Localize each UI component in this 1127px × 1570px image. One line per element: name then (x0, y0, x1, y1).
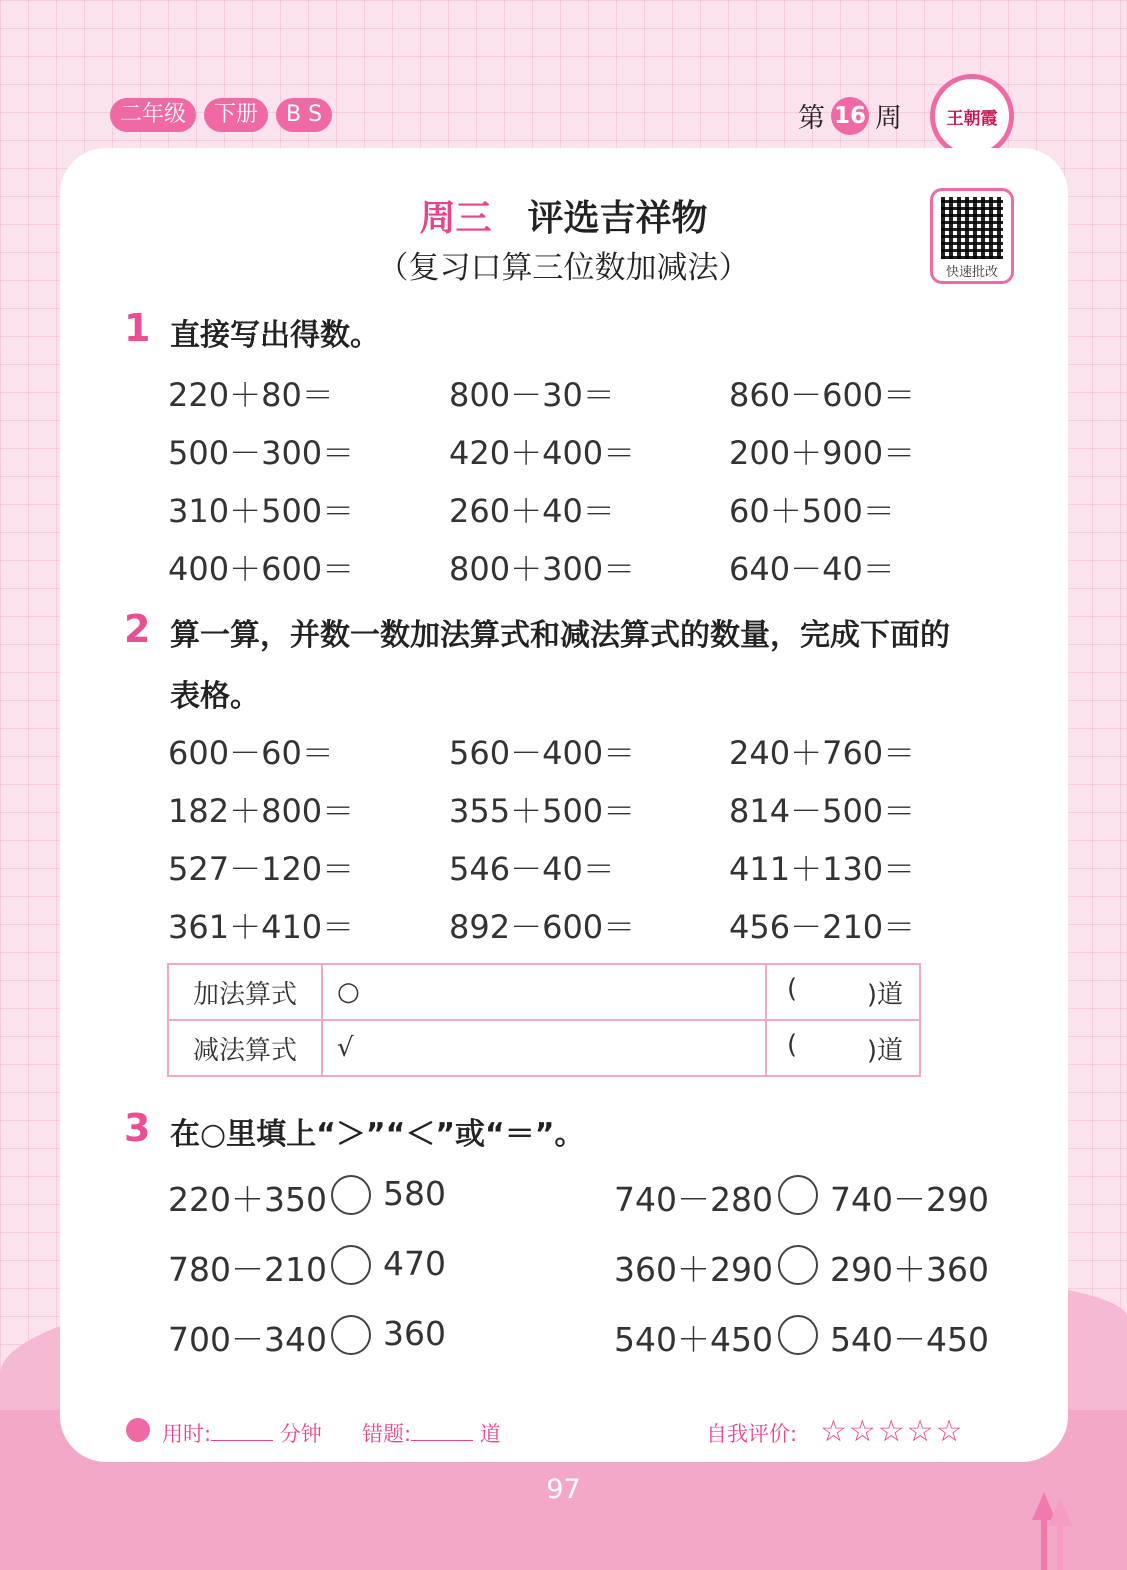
expression: 640－40＝ (729, 550, 895, 588)
row-label: 减法算式 (168, 1020, 322, 1076)
expression: 814－500＝ (729, 792, 916, 830)
expression: 600－60＝ (168, 734, 334, 772)
compare-right: 580 (383, 1174, 446, 1213)
question-text: 算一算，并数一数加法算式和减法算式的数量，完成下面的 (170, 618, 950, 653)
expression: 527－120＝ (168, 850, 355, 888)
answer-circle[interactable] (331, 1175, 371, 1215)
answer-circle[interactable] (331, 1315, 371, 1355)
expression: 800－30＝ (449, 376, 615, 414)
expression: 200＋900＝ (729, 434, 916, 472)
stopwatch-icon (126, 1418, 150, 1442)
compare-left: 540＋450 (614, 1320, 773, 1359)
table-row (168, 1020, 920, 1076)
tally-table (167, 963, 921, 1077)
time-blank[interactable] (211, 1440, 273, 1441)
expression: 892－600＝ (449, 908, 636, 946)
count-unit: )道 (866, 979, 903, 1010)
expression: 400＋600＝ (168, 550, 355, 588)
alarm-clock-icon (831, 97, 869, 135)
answer-circle[interactable] (778, 1315, 818, 1355)
compare-right: 740－290 (830, 1180, 989, 1219)
question-number: 2 (124, 607, 151, 651)
errors-count (362, 1418, 501, 1448)
answer-circle[interactable] (778, 1245, 818, 1285)
question-number: 3 (124, 1106, 151, 1150)
question-text: 直接写出得数。 (170, 318, 380, 353)
table-row (168, 964, 920, 1020)
page-title (0, 190, 1127, 241)
brand-seal-logo (930, 74, 1014, 158)
star-rating[interactable]: ☆☆☆☆☆ (820, 1414, 965, 1449)
question-text-cont: 表格。 (170, 679, 260, 714)
time-unit: 分钟 (279, 1422, 322, 1446)
compare-left: 220＋350 (168, 1180, 327, 1219)
tally-cell[interactable] (322, 1020, 766, 1076)
time-used (162, 1418, 322, 1448)
week-suffix: 周 (875, 103, 902, 134)
compare-right: 470 (383, 1244, 446, 1283)
question-text: 在○里填上“＞”“＜”或“＝”。 (170, 1117, 585, 1152)
expression: 361＋410＝ (168, 908, 355, 946)
compare-left: 700－340 (168, 1320, 327, 1359)
tally-cell[interactable] (322, 964, 766, 1020)
expression: 240＋760＝ (729, 734, 916, 772)
qr-label: 快速批改 (945, 265, 998, 280)
answer-circle[interactable] (331, 1245, 371, 1285)
paren-open: ( (787, 973, 798, 1004)
question-number: 1 (124, 306, 151, 350)
title-topic: 评选吉祥物 (527, 198, 708, 239)
compare-left: 360＋290 (614, 1250, 773, 1289)
errors-blank[interactable] (411, 1440, 473, 1441)
grade-pills (110, 98, 332, 132)
errors-unit: 道 (479, 1422, 501, 1446)
volume-pill: 下册 (204, 98, 268, 132)
expression: 310＋500＝ (168, 492, 355, 530)
expression: 500－300＝ (168, 434, 355, 472)
expression: 420＋400＝ (449, 434, 636, 472)
page-subtitle: （复习口算三位数加减法） (377, 250, 750, 286)
errors-label: 错题: (362, 1422, 412, 1446)
grade-pill: 二年级 (110, 98, 196, 132)
week-number: 16 (833, 102, 866, 129)
title-day: 周三 (419, 198, 492, 239)
tally-mark: √ (337, 1033, 354, 1063)
expression: 546－40＝ (449, 850, 615, 888)
self-eval-label: 自我评价: (706, 1422, 798, 1446)
seal-text: 王朝霞 (946, 108, 998, 129)
expression: 260＋40＝ (449, 492, 615, 530)
count-unit: )道 (866, 1035, 903, 1066)
expression: 355＋500＝ (449, 792, 636, 830)
time-label: 用时: (162, 1422, 212, 1446)
paren-open: ( (787, 1029, 798, 1060)
expression: 411＋130＝ (729, 850, 916, 888)
expression: 860－600＝ (729, 376, 916, 414)
arrow-up-icon (1030, 1492, 1074, 1570)
answer-circle[interactable] (778, 1175, 818, 1215)
expression: 800＋300＝ (449, 550, 636, 588)
count-cell[interactable] (766, 1020, 920, 1076)
expression: 60＋500＝ (729, 492, 895, 530)
page-number: 97 (546, 1474, 581, 1505)
week-indicator (798, 96, 902, 135)
row-label: 加法算式 (168, 964, 322, 1020)
expression: 220＋80＝ (168, 376, 334, 414)
expression: 456－210＝ (729, 908, 916, 946)
edition-pill: B S (276, 98, 332, 132)
week-prefix: 第 (798, 103, 825, 134)
compare-right: 290＋360 (830, 1250, 989, 1289)
compare-left: 780－210 (168, 1250, 327, 1289)
count-cell[interactable] (766, 964, 920, 1020)
expression: 182＋800＝ (168, 792, 355, 830)
compare-left: 740－280 (614, 1180, 773, 1219)
compare-right: 540－450 (830, 1320, 989, 1359)
compare-right: 360 (383, 1314, 446, 1353)
tally-mark: ○ (337, 977, 360, 1007)
expression: 560－400＝ (449, 734, 636, 772)
